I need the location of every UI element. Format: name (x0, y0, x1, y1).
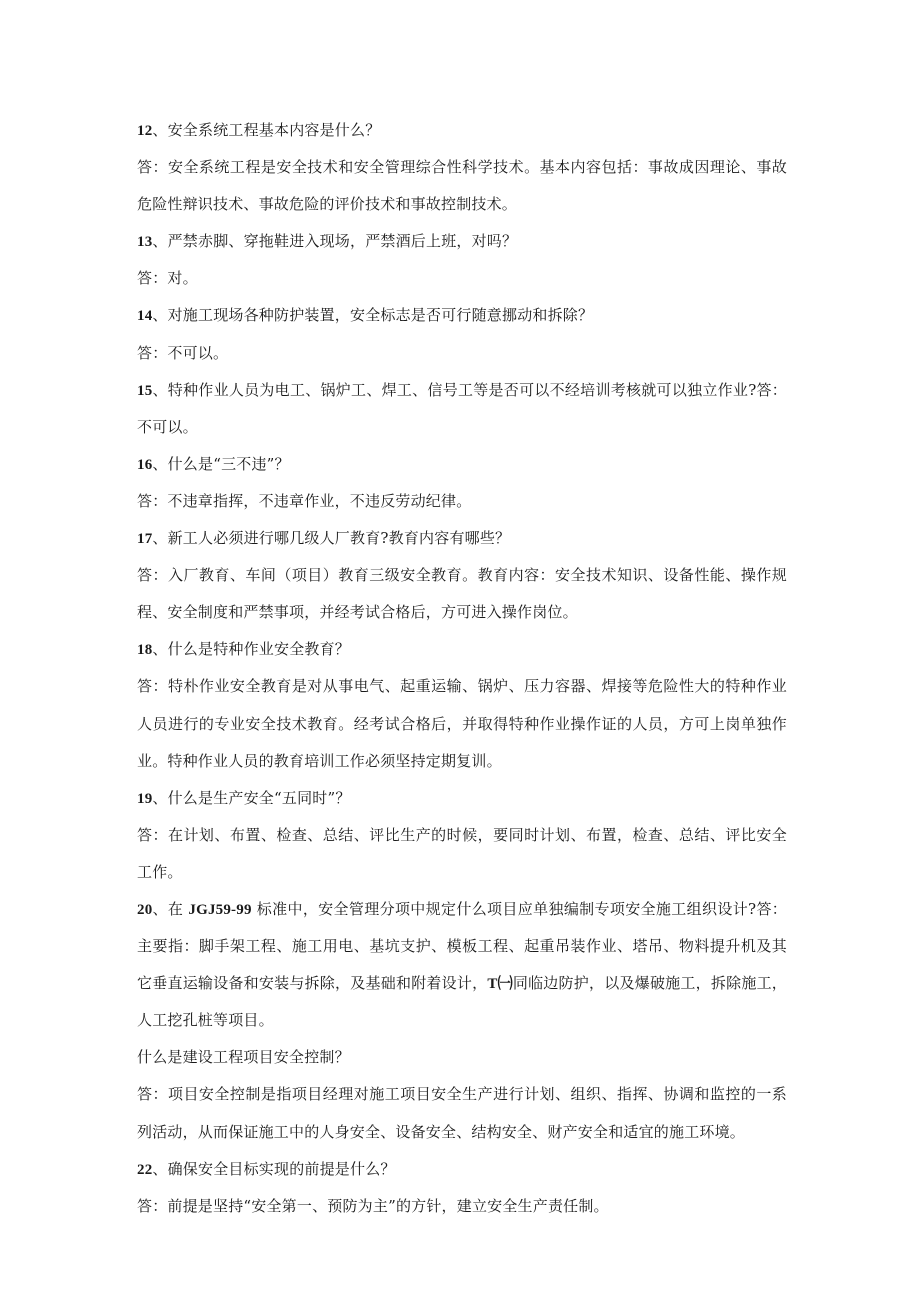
question-16 (137, 446, 787, 483)
answer-line: 业。特种作业人员的教育培训工作必须坚持定期复训。 (137, 751, 502, 770)
answer-text: 同临边防护，以及爆破施工，拆除施工， (512, 974, 788, 993)
answer-line: 答：项目安全控制是指项目经理对施工项目安全生产进行计划、组织、指挥、协调和监控的一系 (137, 1085, 787, 1104)
answer-line: 人员进行的专业安全技术教育。经考试合格后，并取得特种作业操作证的人员，方可上岗单独作 (137, 714, 787, 733)
question-20 (137, 891, 787, 928)
question-text: 、什么是“三不违”？ (152, 454, 290, 473)
question-text: 、特种作业人员为电工、锅炉工、焊工、信号工等是否可以不经培训考核就可以独立作业?答： (152, 380, 787, 399)
answer-line: 危险性辩识技术、事故危险的评价技术和事故控制技术。 (137, 195, 518, 214)
question-text: 、严禁赤脚、穿拖鞋进入现场，严禁酒后上班，对吗？ (152, 232, 518, 251)
question-14 (137, 297, 787, 334)
question-19 (137, 780, 787, 817)
question-22 (137, 1151, 787, 1188)
question-number: 20 (137, 901, 153, 918)
question-text: 、对施工现场各种防护装置，安全标志是否可行随意挪动和拆除？ (152, 306, 594, 325)
standard-code: JGJ59-99 (188, 901, 252, 918)
qa-list (137, 112, 787, 1225)
question-text: 、什么是生产安全“五同时”？ (152, 788, 351, 807)
question-text: 什么是建设工程项目安全控制？ (137, 1048, 350, 1067)
answer-line: 答：前提是坚持“安全第一、预防为主”的方针，建立安全生产责任制。 (137, 1196, 609, 1215)
answer-line: 答：入厂教育、车间（项目）教育三级安全教育。教育内容：安全技术知识、设备性能、操作规 (137, 566, 787, 585)
answer-line: 人工挖孔桩等项目。 (137, 1011, 274, 1030)
question-18 (137, 631, 787, 668)
question-number: 22 (137, 1161, 153, 1178)
question-12 (137, 112, 787, 149)
question-number: 16 (137, 456, 153, 473)
question-number: 13 (137, 234, 153, 251)
question-number: 15 (137, 382, 153, 399)
question-13 (137, 223, 787, 260)
question-number: 18 (137, 642, 153, 659)
question-15 (137, 372, 787, 409)
question-17 (137, 520, 787, 557)
answer-line: 答：不可以。 (137, 343, 229, 362)
answer-line: 主要指：脚手架工程、施工用电、基坑支护、模板工程、起重吊装作业、塔吊、物料提升机及其 (137, 937, 787, 956)
answer-line: 答：对。 (137, 269, 198, 288)
question-text: 标准中，安全管理分项中规定什么项目应单独编制专项安全施工组织设计?答： (251, 899, 787, 918)
answer-text: 它垂直运输设备和安装与拆除，及基础和附着设计， (137, 974, 488, 993)
question-unnumbered (137, 1039, 787, 1076)
question-text: 、什么是特种作业安全教育？ (152, 640, 351, 659)
answer-line (137, 965, 787, 1002)
answer-line: 不可以。 (137, 417, 198, 436)
answer-line: 答：特朴作业安全教育是对从事电气、起重运输、锅炉、压力容器、焊接等危险性大的特种作业 (137, 677, 787, 696)
question-number: 12 (137, 123, 153, 139)
question-text: 、确保安全目标实现的前提是什么？ (152, 1159, 396, 1178)
question-text: 、安全系统工程基本内容是什么？ (152, 121, 381, 139)
question-number: 14 (137, 308, 153, 325)
answer-line: 答：在计划、布置、检查、总结、评比生产的时候，要同时计划、布置，检查、总结、评比安全 (137, 825, 787, 844)
answer-line: 程、安全制度和严禁事项，并经考试合格后，方可进入操作岗位。 (137, 603, 578, 622)
question-text: 、新工人必须进行哪几级人厂教育?教育内容有哪些？ (152, 529, 511, 548)
answer-line: 答：不违章指挥，不违章作业，不违反劳动纪律。 (137, 491, 472, 510)
answer-line: 工作。 (137, 862, 183, 881)
question-number: 19 (137, 790, 153, 807)
question-text: 、在 (152, 899, 189, 918)
answer-line: 答：安全系统工程是安全技术和安全管理综合性科学技术。基本内容包括：事故成因理论、事故 (137, 158, 787, 177)
question-number: 17 (137, 531, 153, 548)
answer-line: 列活动，从而保证施工中的人身安全、设备安全、结构安全、财产安全和适宜的施工环境。 (137, 1122, 746, 1141)
answer-latin: T㈠ (487, 976, 513, 993)
